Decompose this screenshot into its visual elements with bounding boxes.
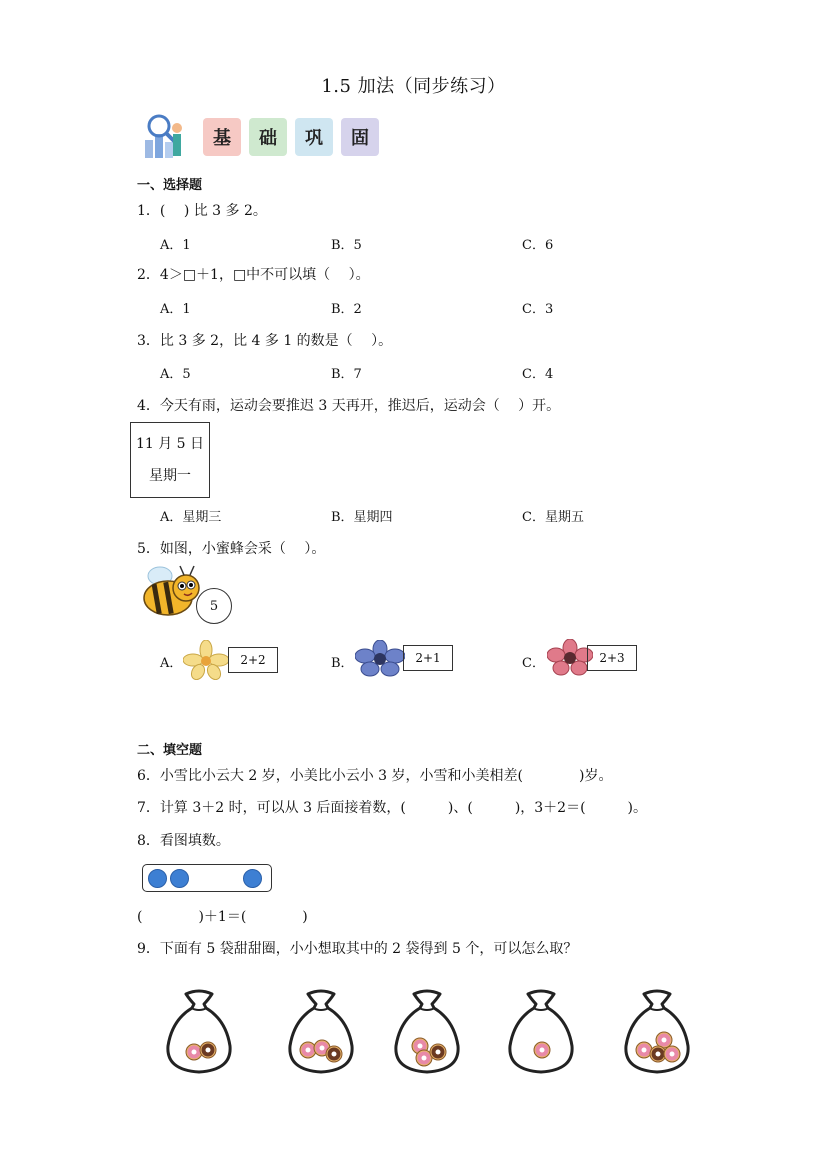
blue-flower-icon: [355, 640, 405, 678]
calendar-date: 11 月 5 日: [135, 436, 205, 452]
q2-option-b[interactable]: B．2: [331, 302, 362, 317]
q3-option-b[interactable]: B．7: [331, 367, 362, 382]
question-4: 4．今天有雨，运动会要推迟 3 天再开，推迟后，运动会（ ）开。: [137, 398, 561, 414]
banner-char-2: 础: [249, 118, 287, 156]
banner-char-4: 固: [341, 118, 379, 156]
question-5: 5．如图，小蜜蜂会采（ ）。: [137, 541, 326, 557]
section-banner: [137, 112, 397, 164]
bag-5: [626, 991, 688, 1072]
q2-option-a[interactable]: A．1: [160, 302, 191, 317]
page-title: 1.5 加法（同步练习）: [321, 76, 506, 97]
question-2: 2．4＞□＋1，□中不可以填（ ）。: [137, 267, 370, 283]
yellow-flower-icon: [183, 640, 229, 680]
dots-frame: [142, 864, 272, 892]
dot-3: [243, 869, 262, 888]
q5-option-b[interactable]: B．: [331, 656, 354, 671]
question-1: 1．( ) 比 3 多 2。: [137, 203, 267, 219]
question-8: 8．看图填数。: [137, 833, 230, 849]
bag-4: [510, 991, 572, 1072]
question-6: 6．小雪比小云大 2 岁，小美比小云小 3 岁，小雪和小美相差( )岁。: [137, 768, 613, 784]
dot-2: [170, 869, 189, 888]
q8-answer-line: ( )＋1＝( ): [137, 909, 308, 925]
q1-option-c[interactable]: C．6: [522, 238, 554, 253]
magnifier-chart-icon: [137, 112, 195, 164]
q4-option-c[interactable]: C．星期五: [522, 510, 584, 525]
q5-option-a[interactable]: A．: [160, 656, 183, 671]
section-heading-choice: 一、选择题: [137, 178, 203, 193]
q5-equation-a: 2+2: [228, 647, 278, 673]
q3-option-c[interactable]: C．4: [522, 367, 554, 382]
bag-3: [396, 991, 458, 1072]
q1-option-b[interactable]: B．5: [331, 238, 362, 253]
banner-char-1: 基: [203, 118, 241, 156]
dot-1: [148, 869, 167, 888]
calendar-box: [130, 422, 210, 498]
question-7: 7．计算 3＋2 时，可以从 3 后面接着数，( )、( )，3＋2＝( )。: [137, 800, 648, 816]
q1-option-a[interactable]: A．1: [160, 238, 191, 253]
q4-option-b[interactable]: B．星期四: [331, 510, 393, 525]
q4-option-a[interactable]: A．星期三: [160, 510, 222, 525]
bag-1: [168, 991, 230, 1072]
q5-option-c[interactable]: C．: [522, 656, 545, 671]
bag-2: [290, 991, 352, 1072]
q3-option-a[interactable]: A．5: [160, 367, 191, 382]
calendar-weekday: 星期一: [149, 468, 191, 484]
bee-number-bubble: 5: [196, 588, 232, 624]
question-3: 3．比 3 多 2，比 4 多 1 的数是（ ）。: [137, 333, 393, 349]
q5-equation-c: 2+3: [587, 645, 637, 671]
section-heading-fill: 二、填空题: [137, 743, 203, 758]
question-9: 9．下面有 5 袋甜甜圈，小小想取其中的 2 袋得到 5 个，可以怎么取？: [137, 941, 578, 957]
bee-icon: [140, 562, 204, 618]
donut-bags: [160, 988, 700, 1078]
q2-option-c[interactable]: C．3: [522, 302, 554, 317]
banner-char-3: 巩: [295, 118, 333, 156]
q5-equation-b: 2+1: [403, 645, 453, 671]
